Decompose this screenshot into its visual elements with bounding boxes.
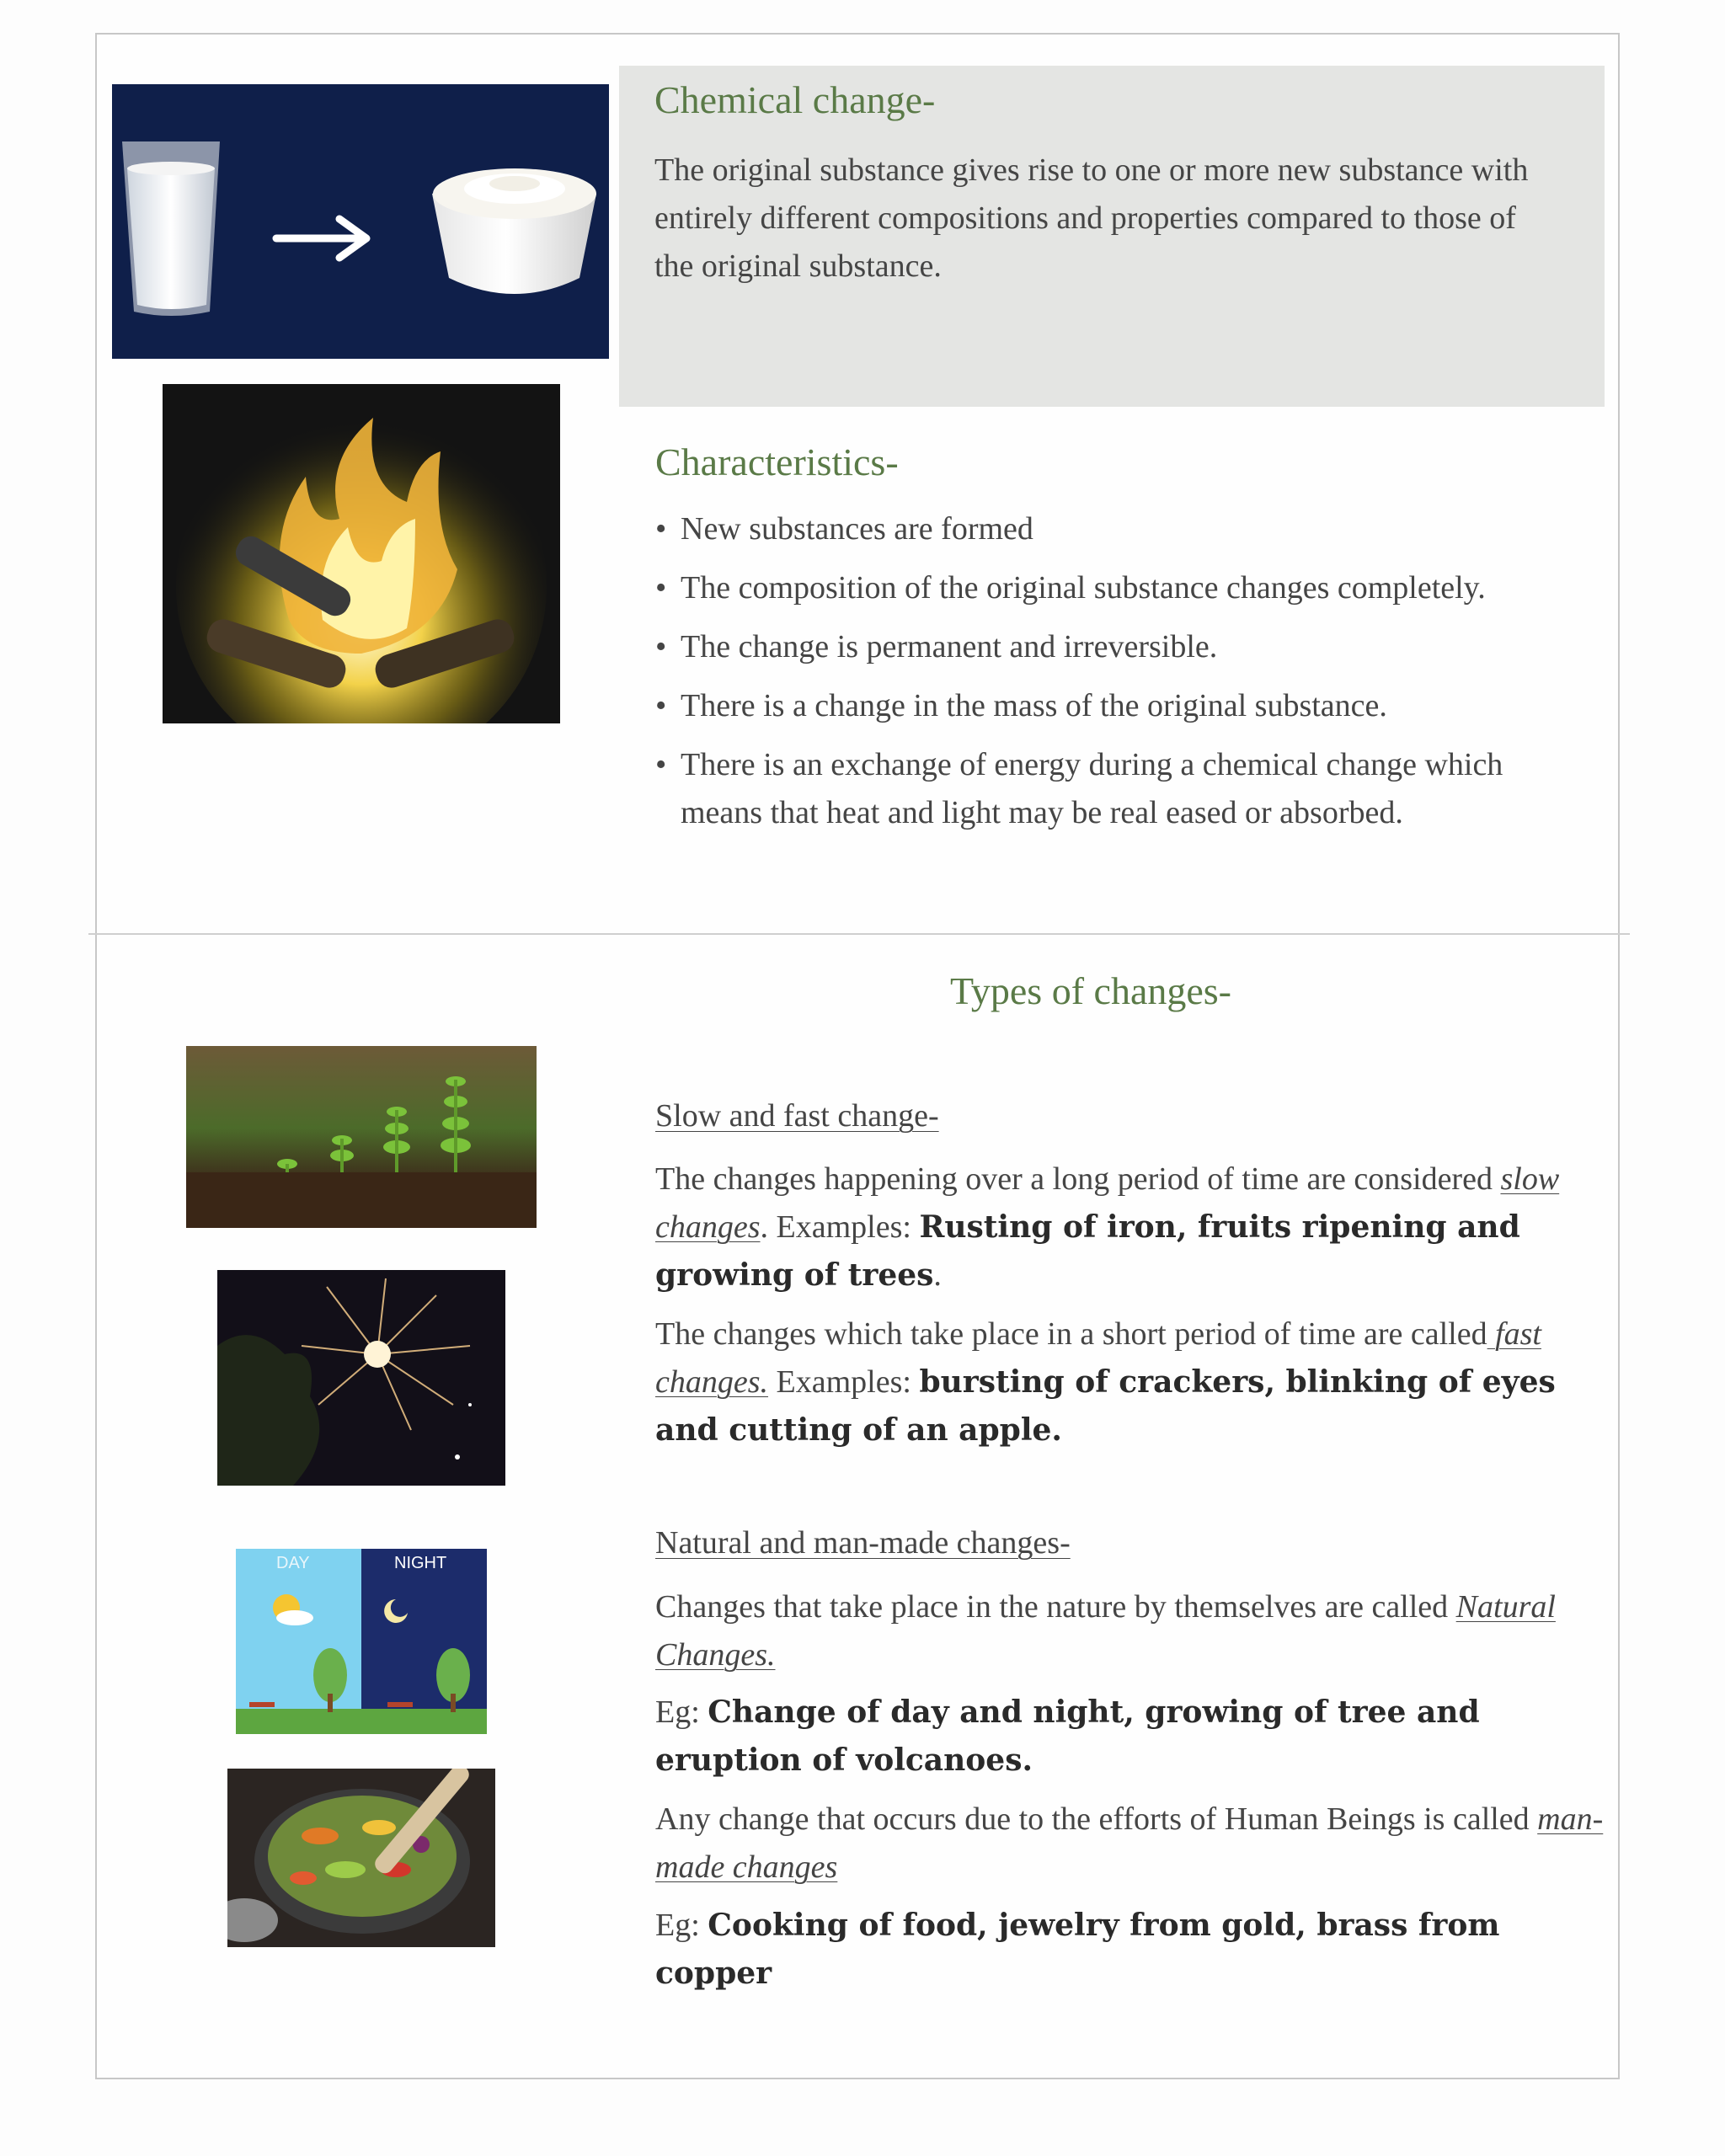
characteristics-list [655, 505, 1582, 848]
natural-changes-term: Natural Changes. [655, 1589, 1556, 1673]
natural-change-paragraph: Changes that take place in the nature by themselves are called Natural Changes. [655, 1589, 1556, 1673]
characteristic-item: • The composition of the original substance changes completely. [655, 564, 1582, 612]
characteristics-title: Characteristics- [655, 440, 899, 483]
slow-changes-term: slow changes [655, 1161, 1560, 1245]
manmade-examples: Cooking of food, jewelry from gold, brass from copper [655, 1908, 1500, 1991]
day-night-image [236, 1549, 487, 1734]
fast-examples: bursting of crackers, blinking of eyes and cutting of an apple. [655, 1364, 1556, 1448]
manmade-change-paragraph: Any change that occurs due to the efforts of Human Beings is called man-made changes [655, 1801, 1604, 1885]
fast-changes-term: fast changes. [655, 1316, 1541, 1400]
chemical-change-title: Chemical change- [654, 78, 936, 121]
day-label: DAY [276, 1554, 310, 1572]
types-of-changes-title: Types of changes- [950, 969, 1231, 1012]
slow-change-paragraph: The changes happening over a long period of time are considered slow changes. Examples: Rusting of iron, fruits ripening and growing of trees. [655, 1161, 1560, 1293]
characteristic-item: • New substances are formed [655, 505, 1582, 553]
characteristic-item: • There is a change in the mass of the original substance. [655, 682, 1582, 730]
slow-examples: Rusting of iron, fruits ripening and growing of trees [655, 1209, 1520, 1293]
characteristic-item: • The change is permanent and irreversible. [655, 623, 1582, 671]
night-label: NIGHT [394, 1554, 447, 1572]
fast-change-paragraph: The changes which take place in a short period of time are called fast changes. Examples: bursting of crackers, blinking of eyes and cutting of an apple. [655, 1316, 1556, 1448]
campfire-image [163, 384, 560, 723]
section-divider [88, 933, 1630, 935]
cooking-image [227, 1769, 495, 1947]
manmade-changes-term: man-made changes [655, 1801, 1604, 1885]
natural-manmade-heading: Natural and man-made changes- [655, 1525, 1071, 1561]
slow-fast-heading: Slow and fast change- [655, 1098, 939, 1134]
chemical-change-callout [619, 66, 1605, 407]
fireworks-image [217, 1270, 505, 1486]
milk-to-curd-image [112, 84, 609, 359]
natural-examples-paragraph: Eg: Change of day and night, growing of tree and eruption of volcanoes. [655, 1694, 1480, 1778]
chemical-change-description: The original substance gives rise to one or more new substance with entirely different compositions and properties compared to those of the original substance. [654, 152, 1529, 284]
natural-examples: Change of day and night, growing of tree and eruption of volcanoes. [655, 1694, 1480, 1778]
seedlings-image [186, 1046, 537, 1228]
characteristic-item: • There is an exchange of energy during a chemical change which means that heat and light may be real eased or absorbed. [655, 741, 1582, 837]
manmade-examples-paragraph: Eg: Cooking of food, jewelry from gold, brass from copper [655, 1908, 1500, 1991]
